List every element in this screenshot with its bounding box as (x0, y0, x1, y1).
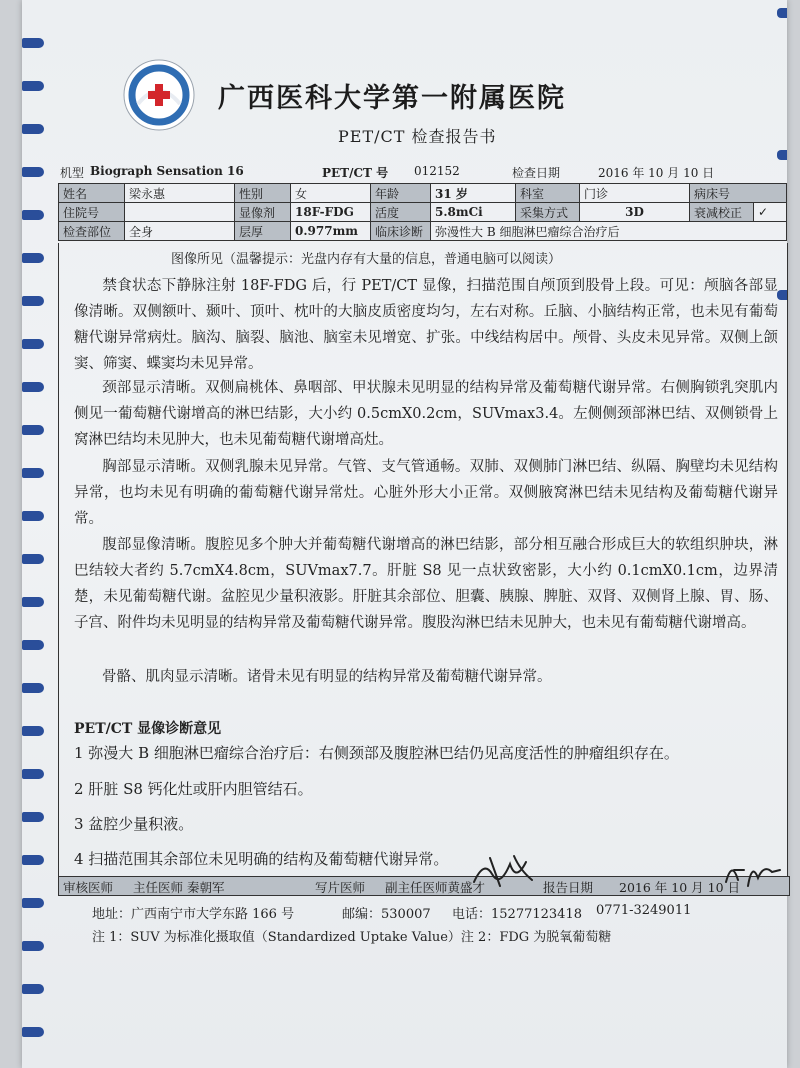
name-label: 姓名 (59, 184, 125, 203)
sex-label: 性别 (235, 184, 291, 203)
spiral-coil (22, 296, 44, 306)
footer-phone-2: 0771-3249011 (596, 903, 692, 918)
clinical-value: 弥漫性大 B 细胞淋巴瘤综合治疗后 (431, 222, 787, 241)
footer-notes: 注 1：SUV 为标准化摄取值（Standardized Uptake Value）注 2：FDG 为脱氧葡萄糖 (92, 930, 612, 945)
model-label: 机型 (60, 166, 85, 180)
findings-abdomen-paragraph (74, 532, 778, 636)
thick-label: 层厚 (235, 222, 291, 241)
mode-value: 3D (580, 203, 690, 222)
report-title: PET/CT 检查报告书 (338, 127, 497, 146)
diagnosis-item-4: 4 扫描范围其余部位未见明确的结构及葡萄糖代谢异常。 (74, 850, 449, 868)
diagnosis-title: PET/CT 显像诊断意见 (74, 721, 222, 737)
spiral-coil (22, 640, 44, 650)
model-value: Biograph Sensation 16 (90, 164, 244, 178)
name-value: 梁永惠 (125, 184, 235, 203)
findings-abdomen-text: 腹部显像清晰。腹腔见多个肿大并葡萄糖代谢增高的淋巴结影，部分相互融合形成巨大的软组织肿块，淋巴结较大者约 5.7cmX4.8cm，SUVmax7.7。肝脏 S8 见一点状致密影，大小约 0.1cmX0.1cm，边界清楚，未见葡萄糖代谢。盆腔见少量积液影。肝脏其余部位、胆囊、胰腺、脾脏、双肾、双侧肾上腺、胃、肠、子宫、附件均未见明显的结构异常及葡萄糖代谢异常。腹股沟淋巴结未见肿大，也未见有葡萄糖代谢增高。 (74, 537, 778, 631)
spiral-coil (22, 253, 44, 263)
edge-tab (777, 8, 787, 18)
spiral-coil (22, 898, 44, 908)
atten-label: 衰减校正 (690, 203, 754, 222)
handwritten-signature-icon (470, 852, 540, 892)
spiral-coil (22, 382, 44, 392)
findings-bone-text: 骨骼、肌肉显示清晰。诸骨未见有明显的结构异常及葡萄糖代谢异常。 (102, 669, 552, 685)
spiral-coil (22, 425, 44, 435)
signature-row (58, 876, 790, 896)
exam-date-value: 2016 年 10 月 10 日 (598, 166, 715, 180)
spiral-coil (22, 554, 44, 564)
findings-head-paragraph (74, 273, 778, 377)
exam-date-label: 检查日期 (512, 166, 561, 180)
age-value: 31 岁 (431, 184, 516, 203)
spiral-coil (22, 511, 44, 521)
diagnosis-item-3: 3 盆腔少量积液。 (74, 815, 194, 833)
spiral-coil (22, 210, 44, 220)
report-paper (22, 0, 787, 1068)
footer-address: 地址：广西南宁市大学东路 166 号 (92, 907, 295, 922)
spiral-coil (22, 1027, 44, 1037)
thick-value: 0.977mm (291, 222, 371, 241)
spiral-coil (22, 984, 44, 994)
findings-neck-paragraph (74, 375, 778, 453)
findings-heading: 图像所见（温馨提示：光盘内存有大量的信息，普通电脑可以阅读） (171, 252, 562, 267)
mode-label: 采集方式 (516, 203, 580, 222)
spiral-coil (22, 81, 44, 91)
activity-value: 5.8mCi (431, 203, 516, 222)
findings-chest-paragraph (74, 454, 778, 532)
inpatient-label: 住院号 (59, 203, 125, 222)
clinical-label: 临床诊断 (371, 222, 431, 241)
spiral-coil (22, 38, 44, 48)
spiral-binding (22, 0, 48, 1068)
patient-info-table (58, 183, 787, 241)
inpatient-value (125, 203, 235, 222)
findings-head-text: 禁食状态下静脉注射 18F-FDG 后，行 PET/CT 显像，扫描范围自颅顶到股骨上段。可见：颅脑各部显像清晰。双侧额叶、颞叶、顶叶、枕叶的大脑皮质密度均匀，左右对称。丘脑、小脑结构正常，也未见有葡萄糖代谢异常病灶。脑沟、脑裂、脑池、脑室未见增宽、扩张。中线结构居中。颅骨、头皮未见异常。双侧上颌窦、筛窦、蝶窦均未见异常。 (74, 278, 778, 372)
part-value: 全身 (125, 222, 235, 241)
footer-postcode: 邮编：530007 (342, 907, 431, 922)
findings-bone-paragraph (74, 664, 778, 690)
edge-tab (777, 150, 787, 160)
spiral-coil (22, 339, 44, 349)
spiral-coil (22, 726, 44, 736)
spiral-coil (22, 683, 44, 693)
agent-value: 18F-FDG (291, 203, 371, 222)
reviewer-label: 审核医师 (63, 880, 114, 895)
handwritten-initials-icon (722, 856, 784, 892)
spiral-coil (22, 855, 44, 865)
dept-value: 门诊 (580, 184, 690, 203)
spiral-coil (22, 124, 44, 134)
logo-year: 1934 (151, 119, 167, 126)
footer-phone-1: 电话：15277123418 (452, 907, 582, 922)
writer-label: 写片医师 (315, 880, 366, 895)
report-date-value: 2016 年 10 月 10 日 (619, 880, 740, 895)
petct-no-value: 012152 (414, 164, 460, 178)
sex-value: 女 (291, 184, 371, 203)
age-label: 年龄 (371, 184, 431, 203)
findings-chest-text: 胸部显示清晰。双侧乳腺未见异常。气管、支气管通畅。双肺、双侧肺门淋巴结、纵隔、胸壁均未见结构异常，也均未见有明确的葡萄糖代谢异常灶。心脏外形大小正常。双侧腋窝淋巴结未见结构及葡萄糖代谢异常。 (74, 459, 778, 527)
spiral-coil (22, 812, 44, 822)
diagnosis-item-1: 1 弥漫大 B 细胞淋巴瘤综合治疗后：右侧颈部及腹腔淋巴结仍见高度活性的肿瘤组织存在。 (74, 744, 679, 762)
hospital-logo-icon (122, 58, 196, 132)
spiral-coil (22, 468, 44, 478)
report-date-label: 报告日期 (543, 880, 594, 895)
dept-label: 科室 (516, 184, 580, 203)
spiral-coil (22, 597, 44, 607)
hospital-name: 广西医科大学第一附属医院 (218, 83, 566, 114)
findings-neck-text: 颈部显示清晰。双侧扁桃体、鼻咽部、甲状腺未见明显的结构异常及葡萄糖代谢异常。右侧胸锁乳突肌内侧见一葡萄糖代谢增高的淋巴结影，大小约 0.5cmX0.2cm，SUVmax3.4。左侧侧颈部淋巴结、双侧锁骨上窝淋巴结均未见肿大，也未见葡萄糖代谢增高灶。 (74, 380, 778, 448)
spiral-coil (22, 769, 44, 779)
spiral-coil (22, 941, 44, 951)
spiral-coil (22, 167, 44, 177)
agent-label: 显像剂 (235, 203, 291, 222)
activity-label: 活度 (371, 203, 431, 222)
part-label: 检查部位 (59, 222, 125, 241)
writer-value: 副主任医师黄盛才 (385, 880, 486, 895)
petct-no-label: PET/CT 号 (322, 166, 389, 180)
diagnosis-item-2: 2 肝脏 S8 钙化灶或肝内胆管结石。 (74, 780, 313, 798)
atten-value: ✓ (754, 203, 787, 222)
bed-label: 病床号 (690, 184, 787, 203)
reviewer-value: 主任医师 秦朝军 (133, 880, 225, 895)
